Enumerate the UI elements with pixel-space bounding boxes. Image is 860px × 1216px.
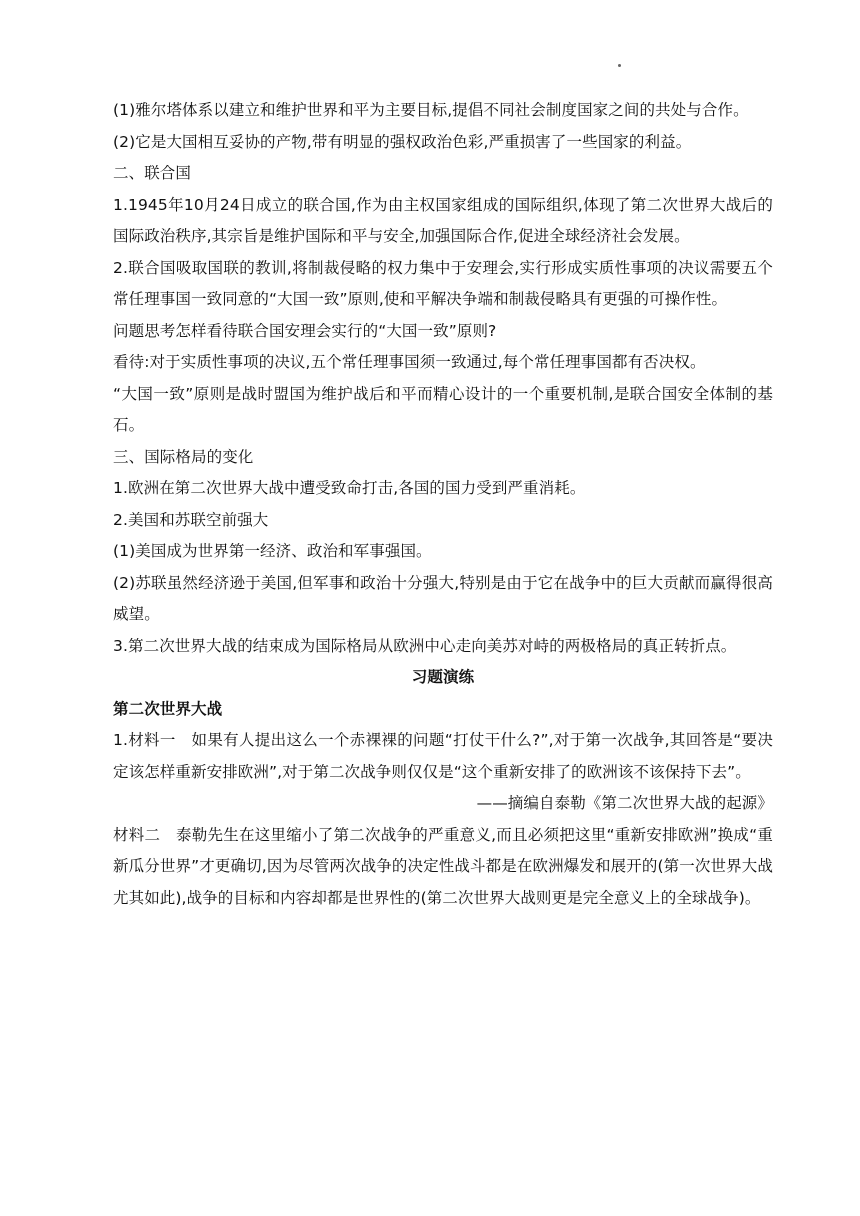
paragraph-europe-blow: 1.欧洲在第二次世界大战中遭受致命打击,各国的国力受到严重消耗。 xyxy=(113,479,586,497)
section-title: 第二次世界大战 xyxy=(113,699,223,718)
paragraph-turning-point: 3.第二次世界大战的结束成为国际格局从欧洲中心走向美苏对峙的两极格局的真正转折点。 xyxy=(113,636,737,655)
paragraph-ussr-power: (2)苏联虽然经济逊于美国,但军事和政治十分强大,特别是由于它在战争中的巨大贡献而赢得很高威望。 xyxy=(113,573,773,623)
exercise-title: 习题演练 xyxy=(411,668,475,686)
paragraph-yalta-compromise: (2)它是大国相互妥协的产物,带有明显的强权政治色彩,严重损害了一些国家的利益。 xyxy=(113,132,692,151)
heading-united-nations: 二、联合国 xyxy=(113,164,192,182)
paragraph-question-thinking: 问题思考怎样看待联合国安理会实行的“大国一致”原则? xyxy=(113,321,497,340)
paragraph-un-lessons: 2.联合国吸取国联的教训,将制裁侵略的权力集中于安理会,实行形成实质性事项的决议需要五个常任理事国一致同意的“大国一致”原则,使和平解决争端和制裁侵略具有更强的可操作性。 xyxy=(113,258,773,308)
paragraph-great-power-unity: “大国一致”原则是战时盟国为维护战后和平而精心设计的一个重要机制,是联合国安全体制的基石。 xyxy=(113,384,773,434)
question-material-two: 材料二 泰勒先生在这里缩小了第二次战争的严重意义,而且必须把这里“重新安排欧洲”换成“重新瓜分世界”才更确切,因为尽管两次战争的决定性战斗都是在欧洲爆发和展开的(第一次世界大战尤其如此),战争的目标和内容却都是世界性的(第二次世界大战则更是完全意义上的全球战争)。 xyxy=(113,825,773,907)
paragraph-us-ussr-strong: 2.美国和苏联空前强大 xyxy=(113,510,269,529)
question-material-one: 1.材料一 如果有人提出这么一个赤裸裸的问题“打仗干什么?”,对于第一次战争,其回答是“要决定该怎样重新安排欧洲”,对于第二次战争则仅仅是“这个重新安排了的欧洲该不该保持下去”。 xyxy=(113,731,773,781)
page-dot-mark xyxy=(618,64,621,67)
material-source: ——摘编自泰勒《第二次世界大战的起源》 xyxy=(476,794,773,812)
paragraph-un-founding: 1.1945年10月24日成立的联合国,作为由主权国家组成的国际组织,体现了第二次世界大战后的国际政治秩序,其宗旨是维护国际和平与安全,加强国际合作,促进全球经济社会发展。 xyxy=(113,195,773,245)
paragraph-view: 看待:对于实质性事项的决议,五个常任理事国须一致通过,每个常任理事国都有否决权。 xyxy=(113,353,706,371)
paragraph-us-power: (1)美国成为世界第一经济、政治和军事强国。 xyxy=(113,542,432,560)
document-body xyxy=(113,95,773,914)
paragraph-yalta-goal: (1)雅尔塔体系以建立和维护世界和平为主要目标,提倡不同社会制度国家之间的共处与合作。 xyxy=(113,101,749,119)
heading-international-pattern: 三、国际格局的变化 xyxy=(113,447,254,466)
